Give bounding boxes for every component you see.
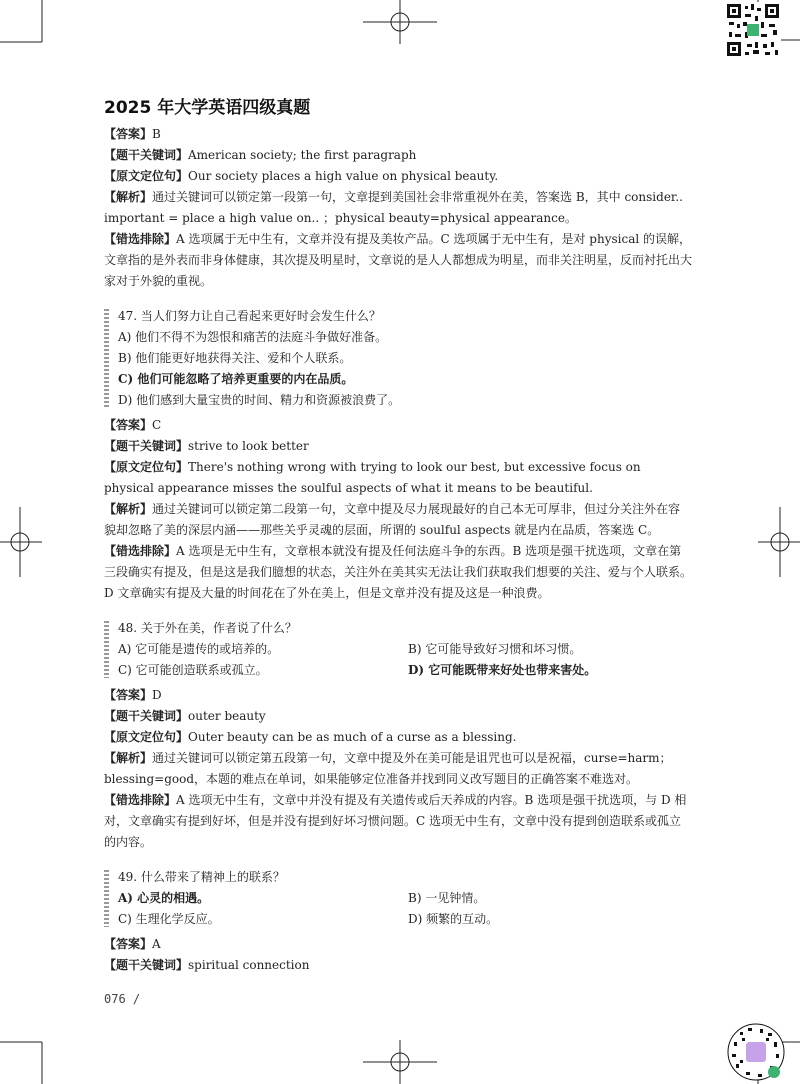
keyword-label: 【题干关键词】 — [104, 439, 189, 453]
eliminate-value: A 选项无中生有，文章中并没有提及有关遗传或后天养成的内容。B 选项是强干扰选项，与 D 相对，文章确实有提到好坏，但是并没有提到好坏习惯问题。C 选项无中生有，文章中没有提到创造联系或孤立的内容。 — [104, 793, 687, 849]
answer-value: B — [152, 127, 161, 141]
answer-value: A — [152, 937, 161, 951]
answer-label: 【答案】 — [104, 937, 153, 951]
keyword-value: strive to look better — [188, 439, 309, 453]
question-47 — [104, 306, 692, 411]
locate-value: Our society places a high value on physical beauty. — [188, 169, 499, 183]
keyword-value: outer beauty — [188, 709, 266, 723]
question-bar — [104, 309, 109, 408]
keyword-row — [104, 145, 692, 166]
qr-code-icon — [725, 2, 781, 58]
option-c: C) 生理化学反应。 — [118, 912, 220, 926]
answer-label: 【答案】 — [104, 688, 153, 702]
answer-row — [104, 124, 692, 145]
question-text: 49. 什么带来了精神上的联系？ — [118, 870, 285, 884]
question-48 — [104, 618, 692, 681]
keyword-row — [104, 436, 692, 457]
option-d: D) 频繁的互动。 — [408, 912, 499, 926]
locate-row — [104, 457, 692, 499]
keyword-row — [104, 706, 692, 727]
analysis-value: 通过关键词可以锁定第一段第一句，文章提到美国社会非常重视外在美，答案选 B，其中 consider.. important = place a high value on.. ；physical beauty=physical appearance。 — [104, 190, 683, 225]
question-text: 48. 关于外在美，作者说了什么？ — [118, 621, 297, 635]
keyword-row — [104, 955, 692, 976]
eliminate-label: 【错选排除】 — [104, 232, 177, 246]
analysis-value: 通过关键词可以锁定第二段第一句，文章中提及尽力展现最好的自己本无可厚非，但过分关注外在容貌却忽略了美的深层内涵——那些关乎灵魂的层面，所谓的 soulful aspects 就是内在品质，答案选 C。 — [104, 502, 681, 537]
eliminate-row — [104, 229, 692, 292]
round-qr-code-icon — [726, 1022, 786, 1082]
question-bar — [104, 621, 109, 678]
keyword-value: spiritual connection — [188, 958, 310, 972]
eliminate-label: 【错选排除】 — [104, 544, 177, 558]
locate-label: 【原文定位句】 — [104, 460, 189, 474]
keyword-label: 【题干关键词】 — [104, 709, 189, 723]
locate-label: 【原文定位句】 — [104, 169, 189, 183]
answer-row — [104, 415, 692, 436]
page-title: 2025 年大学英语四级真题 — [104, 98, 311, 118]
answer-value: C — [152, 418, 162, 432]
option-b: B) 它可能导致好习惯和坏习惯。 — [408, 642, 582, 656]
analysis-row — [104, 748, 692, 790]
locate-row — [104, 727, 692, 748]
option-c: C) 它可能创造联系或孤立。 — [118, 663, 268, 677]
keyword-label: 【题干关键词】 — [104, 958, 189, 972]
analysis-row — [104, 187, 692, 229]
options-grid — [118, 888, 692, 930]
locate-row — [104, 166, 692, 187]
eliminate-row — [104, 790, 692, 853]
analysis-value: 通过关键词可以锁定第五段第一句，文章中提及外在美可能是诅咒也可以是祝福，curse=harm；blessing=good，本题的难点在单词，如果能够定位准备并找到同义改写题目的正确答案不难选对。 — [104, 751, 672, 786]
answer-label: 【答案】 — [104, 418, 153, 432]
option-b: B) 一见钟情。 — [408, 891, 486, 905]
locate-label: 【原文定位句】 — [104, 730, 189, 744]
option-a: A) 它可能是遗传的或培养的。 — [118, 642, 280, 656]
eliminate-row — [104, 541, 692, 604]
analysis-label: 【解析】 — [104, 190, 153, 204]
options-grid — [118, 639, 692, 681]
content — [104, 124, 692, 976]
page-number: 076 / — [104, 992, 141, 1006]
analysis-label: 【解析】 — [104, 751, 153, 765]
answer-value: D — [152, 688, 162, 702]
eliminate-label: 【错选排除】 — [104, 793, 177, 807]
option-a: A) 心灵的相遇。 — [118, 891, 210, 905]
eliminate-value: A 选项属于无中生有，文章并没有提及美妆产品。C 选项属于无中生有，是对 physical 的误解，文章指的是外表而非身体健康，其次提及明星时，文章说的是人人都想成为明星，而非关注明星，反而衬托出大家对于外貌的重视。 — [104, 232, 693, 288]
eliminate-value: A 选项是无中生有，文章根本就没有提及任何法庭斗争的东西。B 选项是强干扰选项，文章在第三段确实有提及，但是这是我们臆想的状态，关注外在美其实无法让我们获取我们想要的关注、爱与个人联系。D 文章确实有提及大量的时间花在了外在美上，但是文章并没有提及这是一种浪费。 — [104, 544, 693, 600]
option-d: D) 它可能既带来好处也带来害处。 — [408, 663, 597, 677]
analysis-row — [104, 499, 692, 541]
question-bar — [104, 870, 109, 927]
keyword-label: 【题干关键词】 — [104, 148, 189, 162]
option-c: C) 他们可能忽略了培养更重要的内在品质。 — [118, 372, 354, 386]
question-49 — [104, 867, 692, 930]
option-d: D) 他们感到大量宝贵的时间、精力和资源被浪费了。 — [118, 393, 401, 407]
locate-value: Outer beauty can be as much of a curse as a blessing. — [188, 730, 517, 744]
keyword-value: American society; the first paragraph — [188, 148, 417, 162]
option-b: B) 他们能更好地获得关注、爱和个人联系。 — [118, 351, 352, 365]
answer-row — [104, 934, 692, 955]
option-a: A) 他们不得不为怨恨和痛苦的法庭斗争做好准备。 — [118, 330, 388, 344]
analysis-label: 【解析】 — [104, 502, 153, 516]
question-text: 47. 当人们努力让自己看起来更好时会发生什么？ — [118, 309, 381, 323]
answer-label: 【答案】 — [104, 127, 153, 141]
answer-row — [104, 685, 692, 706]
locate-value: There's nothing wrong with trying to look our best, but excessive focus on physical appearance misses the soulful aspects of what it means to be beautiful. — [104, 460, 641, 495]
